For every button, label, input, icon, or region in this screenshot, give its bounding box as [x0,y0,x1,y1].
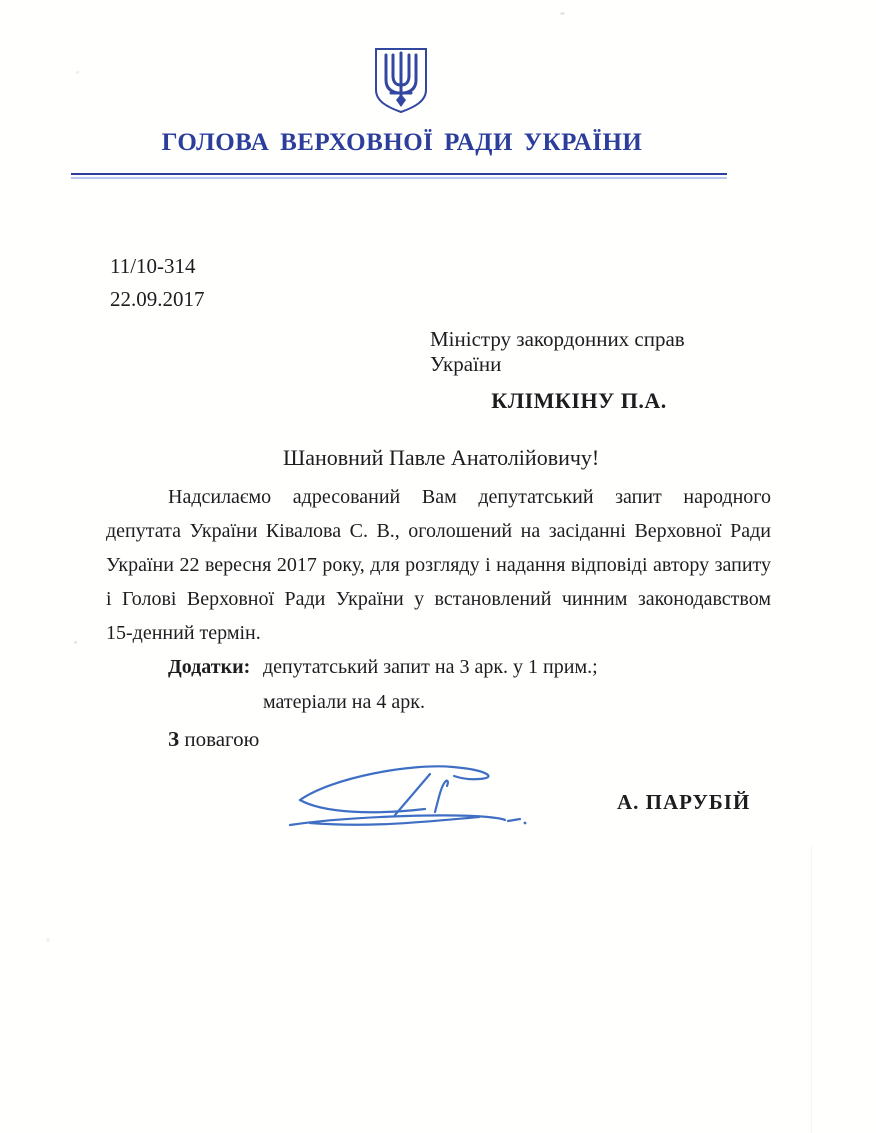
attachments-label: Додатки: [168,656,251,678]
body-line-3: України 22 вересня 2017 року, для розгляду і надання відповіді автору запиту [106,554,771,576]
body-line-4: і Голові Верховної Ради України у встановлений чинним законодавством [106,588,771,610]
handwritten-signature-icon [283,757,528,837]
scan-speck [560,12,565,15]
body-line-2: депутата України Ківалова С. В., оголошений на засіданні Верховної Ради [106,520,771,542]
body-line-1: Надсилаємо адресований Вам депутатський запит народного [168,486,771,508]
reference-number: 11/10-314 [110,254,196,278]
letterhead-divider [71,173,727,179]
attachment-item-2: матеріали на 4 арк. [263,691,425,713]
addressee-position: Міністру закордонних справ України [430,327,685,376]
scan-speck [76,71,79,74]
scan-speck [74,641,77,644]
ukraine-trident-emblem-icon [371,46,431,114]
closing-rest: повагою [184,727,260,751]
attachment-item-1: депутатський запит на 3 арк. у 1 прим.; [263,656,598,678]
scan-edge-artifact [811,845,812,1133]
body-line-5: 15-денний термін. [106,622,261,644]
salutation: Шановний Павле Анатолійовичу! [283,445,600,470]
letterhead-title: ГОЛОВА ВЕРХОВНОЇ РАДИ УКРАЇНИ [161,129,643,156]
closing-phrase [168,727,259,752]
letter-date: 22.09.2017 [110,287,205,311]
closing-initial: З [168,727,180,751]
addressee-name: КЛІМКІНУ П.А. [491,388,667,413]
letter-body [106,480,771,650]
addressee-block [430,327,728,414]
attachments-block [168,650,598,720]
attachments-list [263,650,598,720]
scan-speck [46,938,50,942]
signatory-name: А. ПАРУБІЙ [617,790,751,814]
